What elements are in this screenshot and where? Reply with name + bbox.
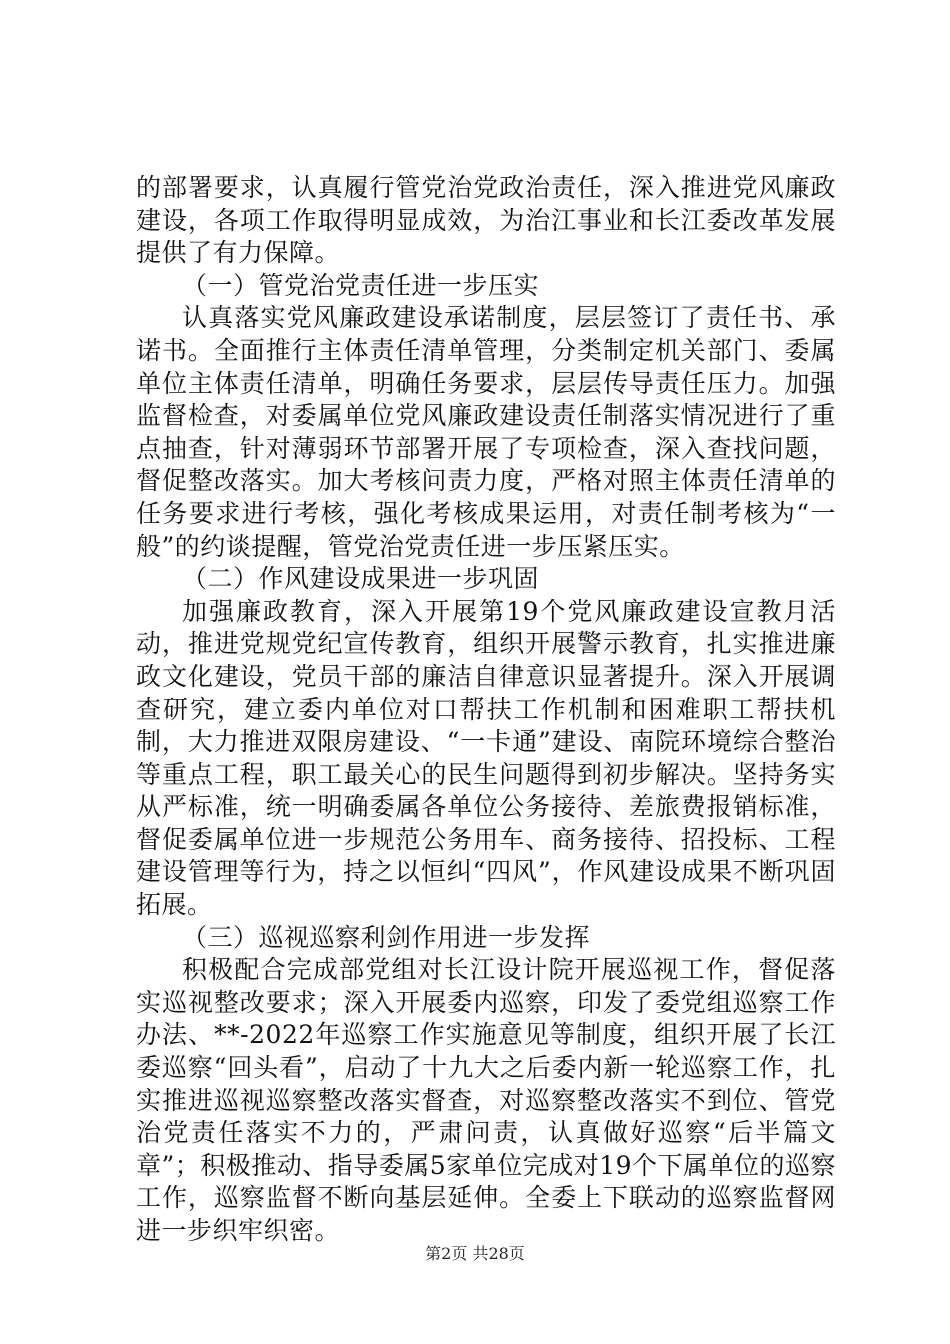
paragraph-continuation: 的部署要求，认真履行管党治党政治责任，深入推进党风廉政建设，各项工作取得明显成效，为治江事业和长江委改革发展提供了有力保障。: [136, 173, 836, 268]
section-heading-3: （三）巡视巡察利剑作用进一步发挥: [182, 922, 591, 952]
paragraph-section-2: 加强廉政教育，深入开展第19个党风廉政建设宣教月活动，推进党规党纪宣传教育，组织开展警示教育，扎实推进廉政文化建设，党员干部的廉洁自律意识显著提升。深入开展调查研究，建立委内单位对口帮扶工作机制和困难职工帮扶机制，大力推进双限房建设、“一卡通”建设、南院环境综合整治等重点工程，职工最关心的民生问题得到初步解决。坚持务实从严标准，统一明确委属各单位公务接待、差旅费报销标准，督促委属单位进一步规范公务用车、商务接待、招投标、工程建设管理等行为，持之以恒纠“四风”，作风建设成果不断巩固拓展。: [136, 596, 836, 920]
section-heading-2: （二）作风建设成果进一步巩固: [182, 564, 540, 594]
page-number-footer: 第2页 共28页: [425, 1244, 525, 1263]
document-body: [136, 172, 836, 1248]
section-heading-1: （一）管党治党责任进一步压实: [182, 270, 540, 300]
paragraph-section-3: 积极配合完成部党组对长江设计院开展巡视工作，督促落实巡视整改要求；深入开展委内巡察，印发了委党组巡察工作办法、**-2022年巡察工作实施意见等制度，组织开展了长江委巡察“回头看”，启动了十九大之后委内新一轮巡察工作，扎实推进巡视巡察整改落实督查，对巡察整改落实不到位、管党治党责任落实不力的，严肃问责，认真做好巡察“后半篇文章”；积极推动、指导委属5家单位完成对19个下属单位的巡察工作，巡察监督不断向基层延伸。全委上下联动的巡察监督网进一步织牢织密。: [136, 955, 837, 1245]
paragraph-section-1: 认真落实党风廉政建设承诺制度，层层签订了责任书、承诺书。全面推行主体责任清单管理，分类制定机关部门、委属单位主体责任清单，明确任务要求，层层传导责任压力。加强监督检查，对委属单位党风廉政建设责任制落实情况进行了重点抽查，针对薄弱环节部署开展了专项检查，深入查找问题，督促整改落实。加大考核问责力度，严格对照主体责任清单的任务要求进行考核，强化考核成果运用，对责任制考核为“一般”的约谈提醒，管党治党责任进一步压紧压实。: [136, 303, 836, 561]
